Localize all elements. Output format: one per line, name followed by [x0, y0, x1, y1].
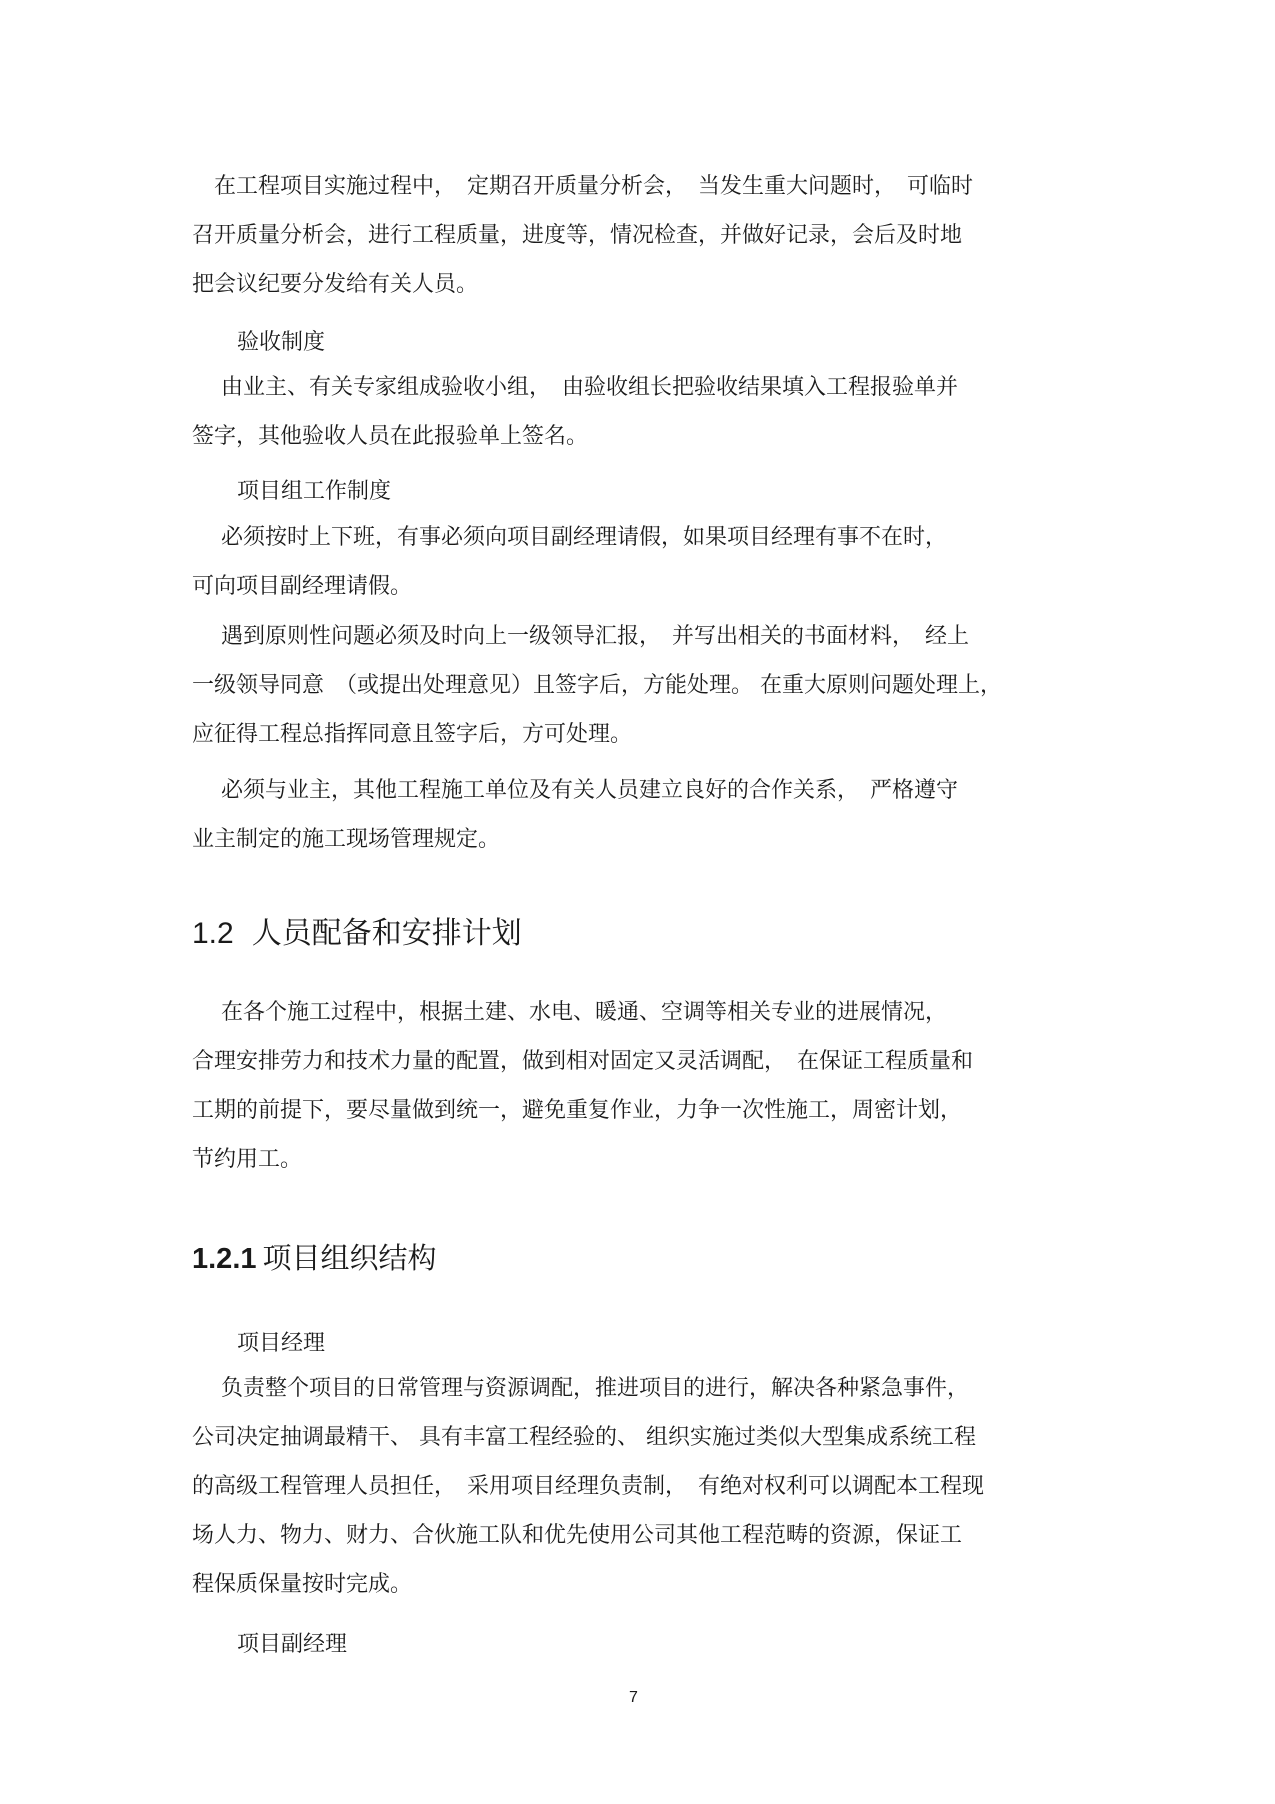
text-line: 工期的前提下，要尽量做到统一，避免重复作业，力争一次性施工，周密计划， — [192, 1098, 963, 1123]
section-label-deputy-manager: 项目副经理 — [237, 1632, 348, 1657]
text-line: 必须与业主，其他工程施工单位及有关人员建立良好的合作关系， 严格遵守 — [192, 778, 958, 803]
heading-section-1-2-1 — [192, 1236, 437, 1277]
paragraph-meeting — [192, 162, 1092, 309]
section-label-acceptance: 验收制度 — [237, 330, 326, 355]
text-line: 场人力、物力、财力、合伙施工队和优先使用公司其他工程范畴的资源，保证工 — [192, 1523, 963, 1548]
text-line: 召开质量分析会，进行工程质量，进度等，情况检查，并做好记录，会后及时地 — [192, 223, 963, 248]
section-label-project-manager: 项目经理 — [237, 1331, 326, 1356]
heading-text: 项目组织结构 — [262, 1241, 437, 1275]
text-line: 程保质保量按时完成。 — [192, 1572, 413, 1597]
text-line: 节约用工。 — [192, 1147, 303, 1172]
text-line: 的高级工程管理人员担任， 采用项目经理负责制， 有绝对权利可以调配本工程现 — [192, 1474, 985, 1499]
text-line: 一级领导同意 （或提出处理意见）且签字后，方能处理。 在重大原则问题处理上， — [192, 673, 1002, 698]
text-line: 应征得工程总指挥同意且签字后，方可处理。 — [192, 722, 633, 747]
text-line: 签字，其他验收人员在此报验单上签名。 — [192, 424, 589, 449]
heading-number: 1.2.1 — [192, 1243, 257, 1275]
text-line: 遇到原则性问题必须及时向上一级领导汇报， 并写出相关的书面材料， 经上 — [192, 624, 969, 649]
paragraph-acceptance — [192, 363, 1092, 461]
paragraph-workgroup-1 — [192, 513, 1092, 611]
text-line: 可向项目副经理请假。 — [192, 574, 413, 599]
text-line: 在工程项目实施过程中， 定期召开质量分析会， 当发生重大问题时， 可临时 — [192, 174, 974, 199]
text-line: 合理安排劳力和技术力量的配置，做到相对固定又灵活调配， 在保证工程质量和 — [192, 1049, 974, 1074]
page-number: 7 — [629, 1689, 638, 1706]
paragraph-staffing — [192, 988, 1092, 1184]
text-line: 由业主、有关专家组成验收小组， 由验收组长把验收结果填入工程报验单并 — [192, 375, 958, 400]
text-line: 公司决定抽调最精干、 具有丰富工程经验的、 组织实施过类似大型集成系统工程 — [192, 1425, 976, 1450]
paragraph-workgroup-3 — [192, 766, 1092, 864]
text-line: 负责整个项目的日常管理与资源调配，推进项目的进行，解决各种紧急事件， — [192, 1376, 969, 1401]
text-line: 把会议纪要分发给有关人员。 — [192, 272, 479, 297]
heading-section-1-2 — [192, 908, 522, 952]
text-line: 必须按时上下班，有事必须向项目副经理请假，如果项目经理有事不在时， — [192, 525, 947, 550]
section-label-workgroup: 项目组工作制度 — [237, 479, 392, 504]
paragraph-project-manager — [192, 1364, 1092, 1609]
heading-number: 1.2 — [192, 917, 234, 950]
text-line: 在各个施工过程中，根据土建、水电、暖通、空调等相关专业的进展情况， — [192, 1000, 947, 1025]
paragraph-workgroup-2 — [192, 612, 1092, 759]
text-line: 业主制定的施工现场管理规定。 — [192, 827, 501, 852]
heading-text: 人员配备和安排计划 — [251, 916, 522, 951]
